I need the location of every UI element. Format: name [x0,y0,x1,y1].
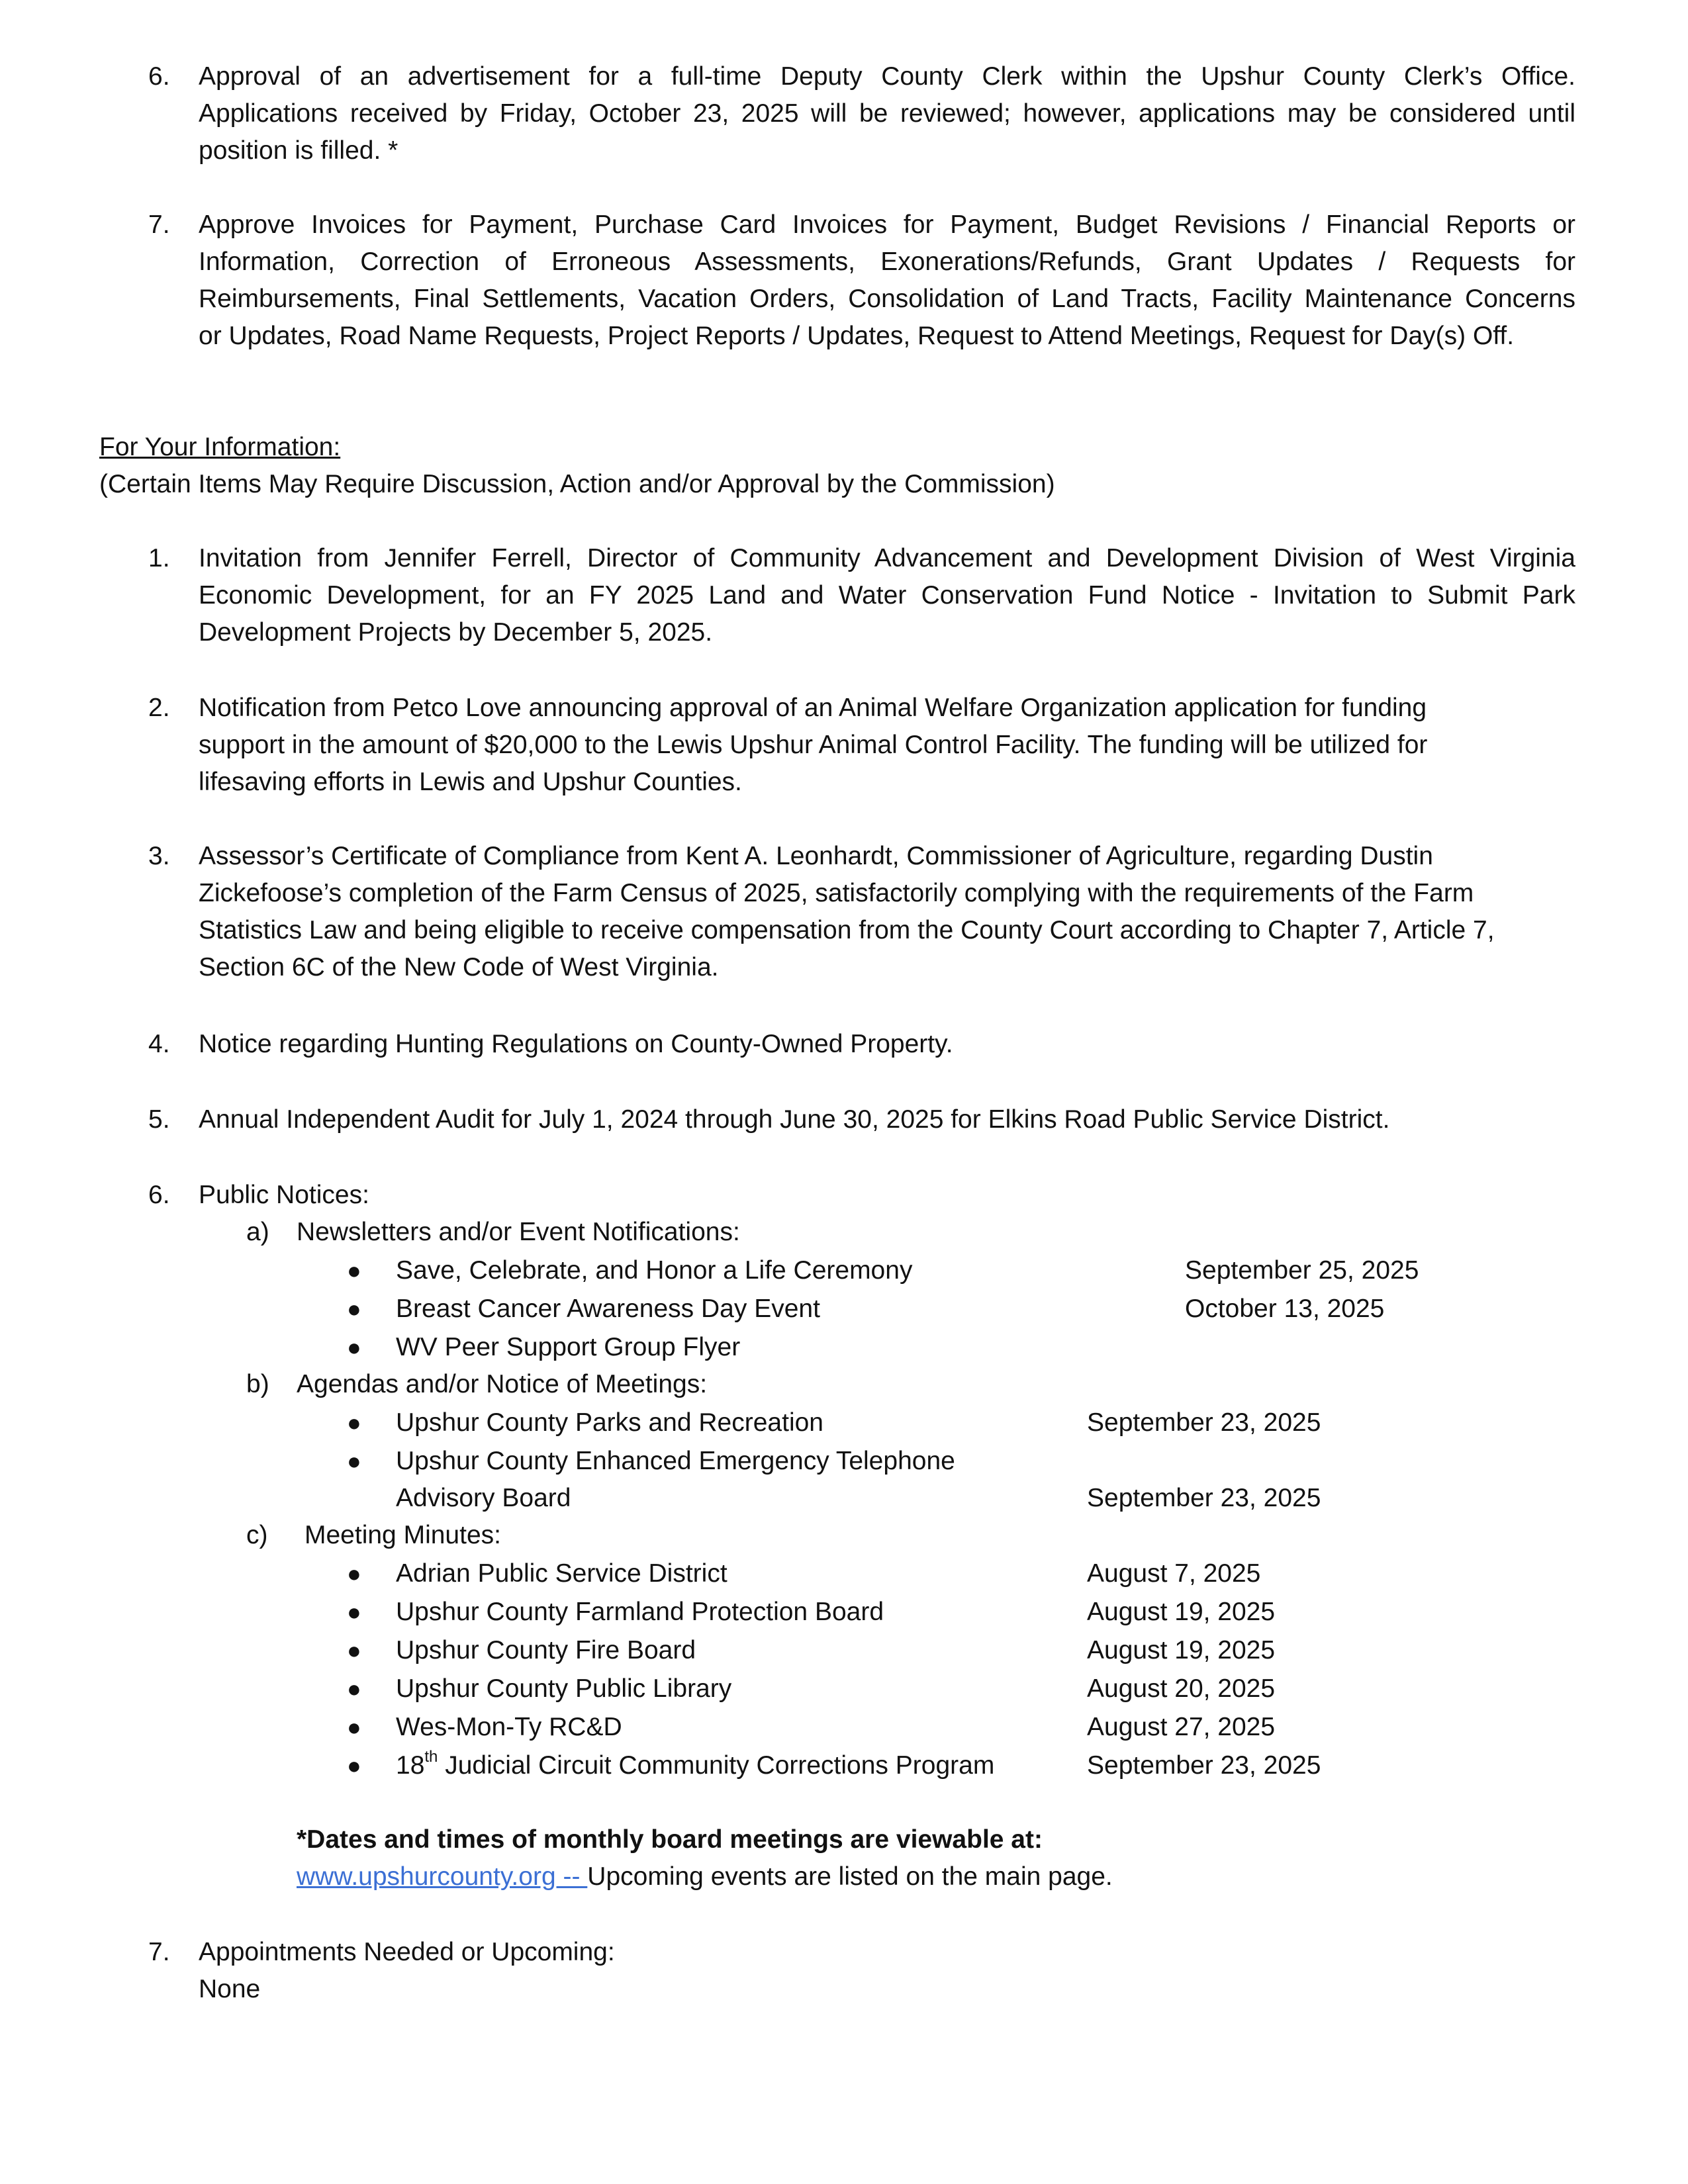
minutes-name: Upshur County Public Library [396,1674,732,1703]
bullet-icon: ● [347,1637,361,1664]
appointments-title: Appointments Needed or Upcoming: [199,1938,615,1966]
minutes-name: Upshur County Fire Board [396,1636,696,1664]
notice-date: September 25, 2025 [1185,1256,1419,1285]
item-line: Economic Development, for an FY 2025 Land and Water Conservation Fund Notice - Invitation to Submit Park [199,581,1575,610]
item-line: Zickefoose’s completion of the Farm Census of 2025, satisfactorily complying with the requirements of the Farm [199,879,1474,907]
bullet-icon: ● [347,1713,361,1741]
item-line: Approval of an advertisement for a full-time Deputy County Clerk within the Upshur County Clerk’s Office. [199,62,1575,91]
item-line: Annual Independent Audit for July 1, 2024 through June 30, 2025 for Elkins Road Public Service District. [199,1105,1390,1134]
bullet-icon: ● [347,1560,361,1587]
sub-label: b) [246,1370,269,1398]
notice-name: Upshur County Enhanced Emergency Telephone [396,1447,955,1475]
notice-name: Save, Celebrate, and Honor a Life Ceremony [396,1256,913,1285]
notice-date: September 23, 2025 [1087,1484,1321,1512]
bullet-icon: ● [347,1447,361,1475]
item-line: Notification from Petco Love announcing approval of an Animal Welfare Organization application for funding [199,694,1427,722]
item-line: Reimbursements, Final Settlements, Vacation Orders, Consolidation of Land Tracts, Facility Maintenance Concerns [199,285,1575,313]
bullet-icon: ● [347,1409,361,1436]
item-line: Information, Correction of Erroneous Assessments, Exonerations/Refunds, Grant Updates / Requests for [199,248,1575,276]
item-number: 6. [148,62,170,91]
item-line: Notice regarding Hunting Regulations on County-Owned Property. [199,1030,953,1058]
notice-date: September 23, 2025 [1087,1408,1321,1437]
item-line: support in the amount of $20,000 to the Lewis Upshur Animal Control Facility. The funding will be utilized for [199,731,1428,759]
minutes-name: Wes-Mon-Ty RC&D [396,1713,622,1741]
sub-title: Newsletters and/or Event Notifications: [297,1218,740,1246]
item-line: Approve Invoices for Payment, Purchase Card Invoices for Payment, Budget Revisions / Financial Reports or [199,210,1575,239]
item-number: 4. [148,1030,170,1058]
bullet-icon: ● [347,1334,361,1361]
item-line: Applications received by Friday, October 23, 2025 will be reviewed; however, applications may be considered until [199,99,1575,128]
item-number: 1. [148,544,170,572]
bullet-icon: ● [347,1675,361,1702]
notice-date: October 13, 2025 [1185,1295,1385,1323]
item-number: 7. [148,210,170,239]
minutes-date: August 27, 2025 [1087,1713,1276,1741]
bullet-icon: ● [347,1295,361,1322]
item-number: 6. [148,1181,170,1209]
notice-name: Breast Cancer Awareness Day Event [396,1295,820,1323]
bullet-icon: ● [347,1257,361,1284]
notice-name: WV Peer Support Group Flyer [396,1333,741,1361]
minutes-date: August 19, 2025 [1087,1598,1276,1626]
item-line: Section 6C of the New Code of West Virginia. [199,953,719,981]
notice-name: Upshur County Parks and Recreation [396,1408,823,1437]
minutes-date: September 23, 2025 [1087,1751,1321,1780]
item-line: position is filled. * [199,136,399,165]
sub-title: Meeting Minutes: [305,1521,501,1549]
item-line: lifesaving efforts in Lewis and Upshur Counties. [199,768,742,796]
item-line: Assessor’s Certificate of Compliance from Kent A. Leonhardt, Commissioner of Agriculture, regarding Dustin [199,842,1433,870]
item-line: Invitation from Jennifer Ferrell, Director of Community Advancement and Development Division of West Virginia [199,544,1575,572]
website-link[interactable]: www.upshurcounty.org -- [297,1862,588,1891]
sub-label: a) [246,1218,269,1246]
minutes-date: August 7, 2025 [1087,1559,1261,1588]
item-number: 7. [148,1938,170,1966]
minutes-date: August 19, 2025 [1087,1636,1276,1664]
minutes-name: Adrian Public Service District [396,1559,727,1588]
item-number: 3. [148,842,170,870]
website-line: www.upshurcounty.org -- Upcoming events are listed on the main page. [297,1862,1113,1891]
item-number: 5. [148,1105,170,1134]
appointments-value: None [199,1975,261,2003]
item-line: Development Projects by December 5, 2025. [199,618,713,647]
bullet-icon: ● [347,1752,361,1779]
item-number: 2. [148,694,170,722]
public-notices-title: Public Notices: [199,1181,369,1209]
item-line: Statistics Law and being eligible to receive compensation from the County Court according to Chapter 7, Article 7, [199,916,1495,944]
fyi-subheading: (Certain Items May Require Discussion, Action and/or Approval by the Commission) [99,470,1055,498]
sub-label: c) [246,1521,268,1549]
sub-title: Agendas and/or Notice of Meetings: [297,1370,708,1398]
minutes-date: August 20, 2025 [1087,1674,1276,1703]
bullet-icon: ● [347,1598,361,1625]
minutes-name: 18th Judicial Circuit Community Corrections Program [396,1748,995,1780]
notice-name-cont: Advisory Board [396,1484,571,1512]
item-line: or Updates, Road Name Requests, Project Reports / Updates, Request to Attend Meetings, Request for Day(s) Off. [199,322,1515,350]
meetings-note: *Dates and times of monthly board meetings are viewable at: [297,1825,1043,1854]
fyi-heading: For Your Information: [99,433,341,461]
minutes-name: Upshur County Farmland Protection Board [396,1598,884,1626]
